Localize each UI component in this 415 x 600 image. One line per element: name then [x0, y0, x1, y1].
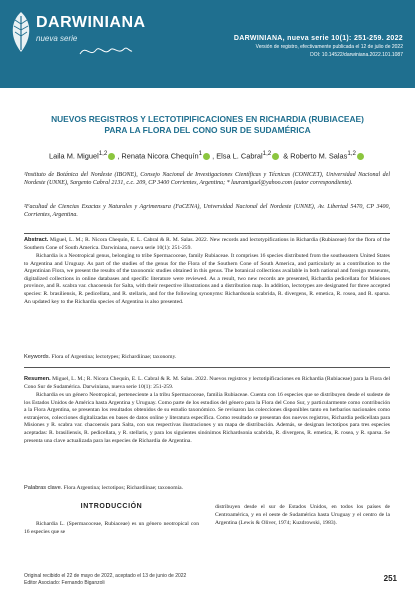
editor-note: Editor Asociado: Fernando Biganzoli — [24, 580, 105, 586]
article-footer — [24, 573, 186, 587]
logo-signature — [78, 42, 134, 60]
author-name: Elsa L. Cabral — [216, 151, 263, 161]
orcid-icon[interactable] — [272, 153, 279, 160]
palabras-clave-text: Flora Argentina; lectotipos; Richardiinae; taxonomía. — [63, 485, 184, 491]
article-title — [22, 114, 393, 136]
abstract-ref: Miguel, L. M.; R. Nicora Chequín, E. L. Cabral & R. M. Salas. 2022. New records and lectotypifications in Richardia (Rubiaceae) for the flora of the Southern Cone of South America. Darwiniana, nueva serie 10(1): 251-259. — [24, 237, 390, 251]
intro-right-column: distribuyen desde el sur de Estados Unidos, en todos los países de Centroamérica, y en el oeste de Sudamérica hasta Uruguay y el centro de la Argentina (Lewis & Oliver, 1974; Kuzdrowski, 1983). — [215, 504, 390, 526]
journal-citation: DARWINIANA, nueva serie 10(1): 251-259. 2022 — [233, 35, 403, 42]
author-name: Roberto M. Salas — [290, 151, 348, 161]
section-heading-introduccion: INTRODUCCIÓN — [80, 503, 143, 510]
author-name: Renata Nicora Chequín — [121, 151, 199, 161]
author-affil-mark: 1,2 — [98, 150, 108, 157]
received-note: Original recibido el 22 de mayo de 2022, aceptado el 13 de junio de 2022 — [24, 573, 187, 579]
author-affil-mark: 1 — [198, 150, 203, 157]
page-number: 251 — [383, 574, 397, 583]
resumen-keywords — [24, 485, 390, 493]
title-line-2: PARA LA FLORA DEL CONO SUR DE SUDAMÉRICA — [104, 125, 311, 135]
title-line-1: NUEVOS REGISTROS Y LECTOTIPIFICACIONES EN RICHARDIA (RUBIACEAE) — [51, 114, 364, 124]
orcid-icon[interactable] — [203, 153, 210, 160]
divider — [24, 233, 390, 234]
palabras-clave-label: Palabras clave. — [24, 485, 63, 491]
journal-info — [183, 35, 403, 58]
author-conjunction: & — [283, 151, 289, 161]
keywords-label: Keywords. — [24, 354, 51, 360]
orcid-icon[interactable] — [357, 153, 364, 160]
version-note: Versión de registro, efectivamente publicada el 12 de julio de 2022 — [255, 44, 403, 50]
orcid-icon[interactable] — [108, 153, 115, 160]
journal-header — [0, 0, 415, 88]
affiliation-2: ²Facultad de Ciencias Exactas y Naturales y Agrimensura (FaCENA), Universidad Nacional del Nordeste (UNNE), Av. Libertad 5470, CP 3400, Corrientes, Argentina. — [24, 204, 390, 218]
intro-left-column: Richardia L. (Spermacoceae, Rubiaceae) es un género neotropical con 16 especies que se — [24, 521, 199, 535]
abstract-citation — [24, 237, 390, 252]
author-name: Laila M. Miguel — [49, 151, 99, 161]
resumen-ref: Miguel, L. M.; R. Nicora Chequín, E. L. Cabral & R. M. Salas. 2022. Nuevos registros y lectotipificaciones en Richardia (Rubiaceae) para la Flora del Cono Sur de Sudamérica. Darwiniana, nueva serie 10(1): 251-259. — [24, 376, 391, 390]
logo-subtitle: nueva serie — [36, 34, 78, 43]
author-affil-mark: 1,2 — [262, 150, 272, 157]
affiliation-1: ¹Instituto de Botánica del Nordeste (IBONE), Consejo Nacional de Investigaciones Científicas y Técnicas (CONICET), Universidad Nacional del Nordeste (UNNE), Sargento Cabral 2131, c.c. 209, CP 3400 Corrientes, Argentina; * lauramiguel@yahoo.com (autor correspondiente). — [24, 172, 390, 186]
keywords-text: Flora of Argentina; lectotypes; Richardiinae; taxonomy. — [51, 354, 177, 360]
abstract-label: Abstract. — [24, 237, 49, 243]
abstract-body: Richardia is a Neotropical genus, belonging to tribe Spermacoceae, family Rubiaceae. It comprises 16 species distributed from the southeastern United States to Argentina and Uruguay. As part of the studies of the genus for the Flora of the Southern Cone of South America, and particularly as a contribution to the Argentinian Flora, we present the results of the taxonomic studies obtained in this genus. The botanical collections available in both national and foreign museums, digitalized collections in online databases and specific literature were reviewed. As a result, two new records are presented, Richardia pedicellata for Misiones province, and R. scabra var. chacoensis for Salta, with their respective illustrations and a distribution map. In addition, lectotypes are designated for three accepted species: R. brasiliensis, R. pedicellata, and R. stellaris, and for the following synonyms: Richardsonia scabrida, R. divergens, R. emetica, R. rosea, and R. sparsa. An updated key to the Richardia species of Argentina is also presented. — [24, 253, 390, 305]
author-list: Laila M. Miguel$^{1,2}$ , Renata Nicora Chequín$^1$ , Elsa L. Cabral$^{1,2}$ & Roberto M. Salas$^{1,2}$ — [22, 150, 393, 160]
logo-title: DARWINIANA — [36, 14, 146, 31]
resumen-body: Richardia es un género Neotropical, perteneciente a la tribu Spermacoceae, familia Rubiaceae. Cuenta con 16 especies que se distribuyen desde el sudeste de los Estados Unidos de América hasta Argentina y Uruguay. Como parte de los estudios del género para la Flora del Cono Sur, y particularmente como contribución a la Flora Argentina, se presentan los resultados obtenidos de su estudio taxonómico. Se revisaron las colecciones disponibles tanto en herbarios nacionales como extranjeros, colecciones digitalizadas en bases de datos online y literatura específica. Como resultado se presentan dos nuevos registros, Richardia pedicellata para Misiones y R. scabra var. chacoensis para Salta, con sus respectivas ilustraciones y un mapa de distribución. Además, se designan lectotipos para tres especies aceptadas: R. brasiliensis, R. pedicellata, y R. stellaris, y para los siguientes sinónimos Richardsonia scabrida, R. divergens, R. emetica, R. rosea, y R. sparsa. Se presenta una clave actualizada para las especies de Richardia de Argentina. — [24, 392, 390, 444]
divider — [24, 367, 390, 368]
doi-link[interactable]: DOI: 10.14522/darwiniana.2022.101.1087 — [310, 52, 403, 58]
leaf-logo-icon — [8, 10, 34, 54]
author-affil-mark: 1,2 — [347, 150, 356, 157]
abstract-keywords — [24, 354, 390, 362]
resumen-citation — [24, 376, 390, 391]
resumen-label: Resumen. — [24, 376, 51, 382]
journal-logo — [8, 10, 156, 70]
